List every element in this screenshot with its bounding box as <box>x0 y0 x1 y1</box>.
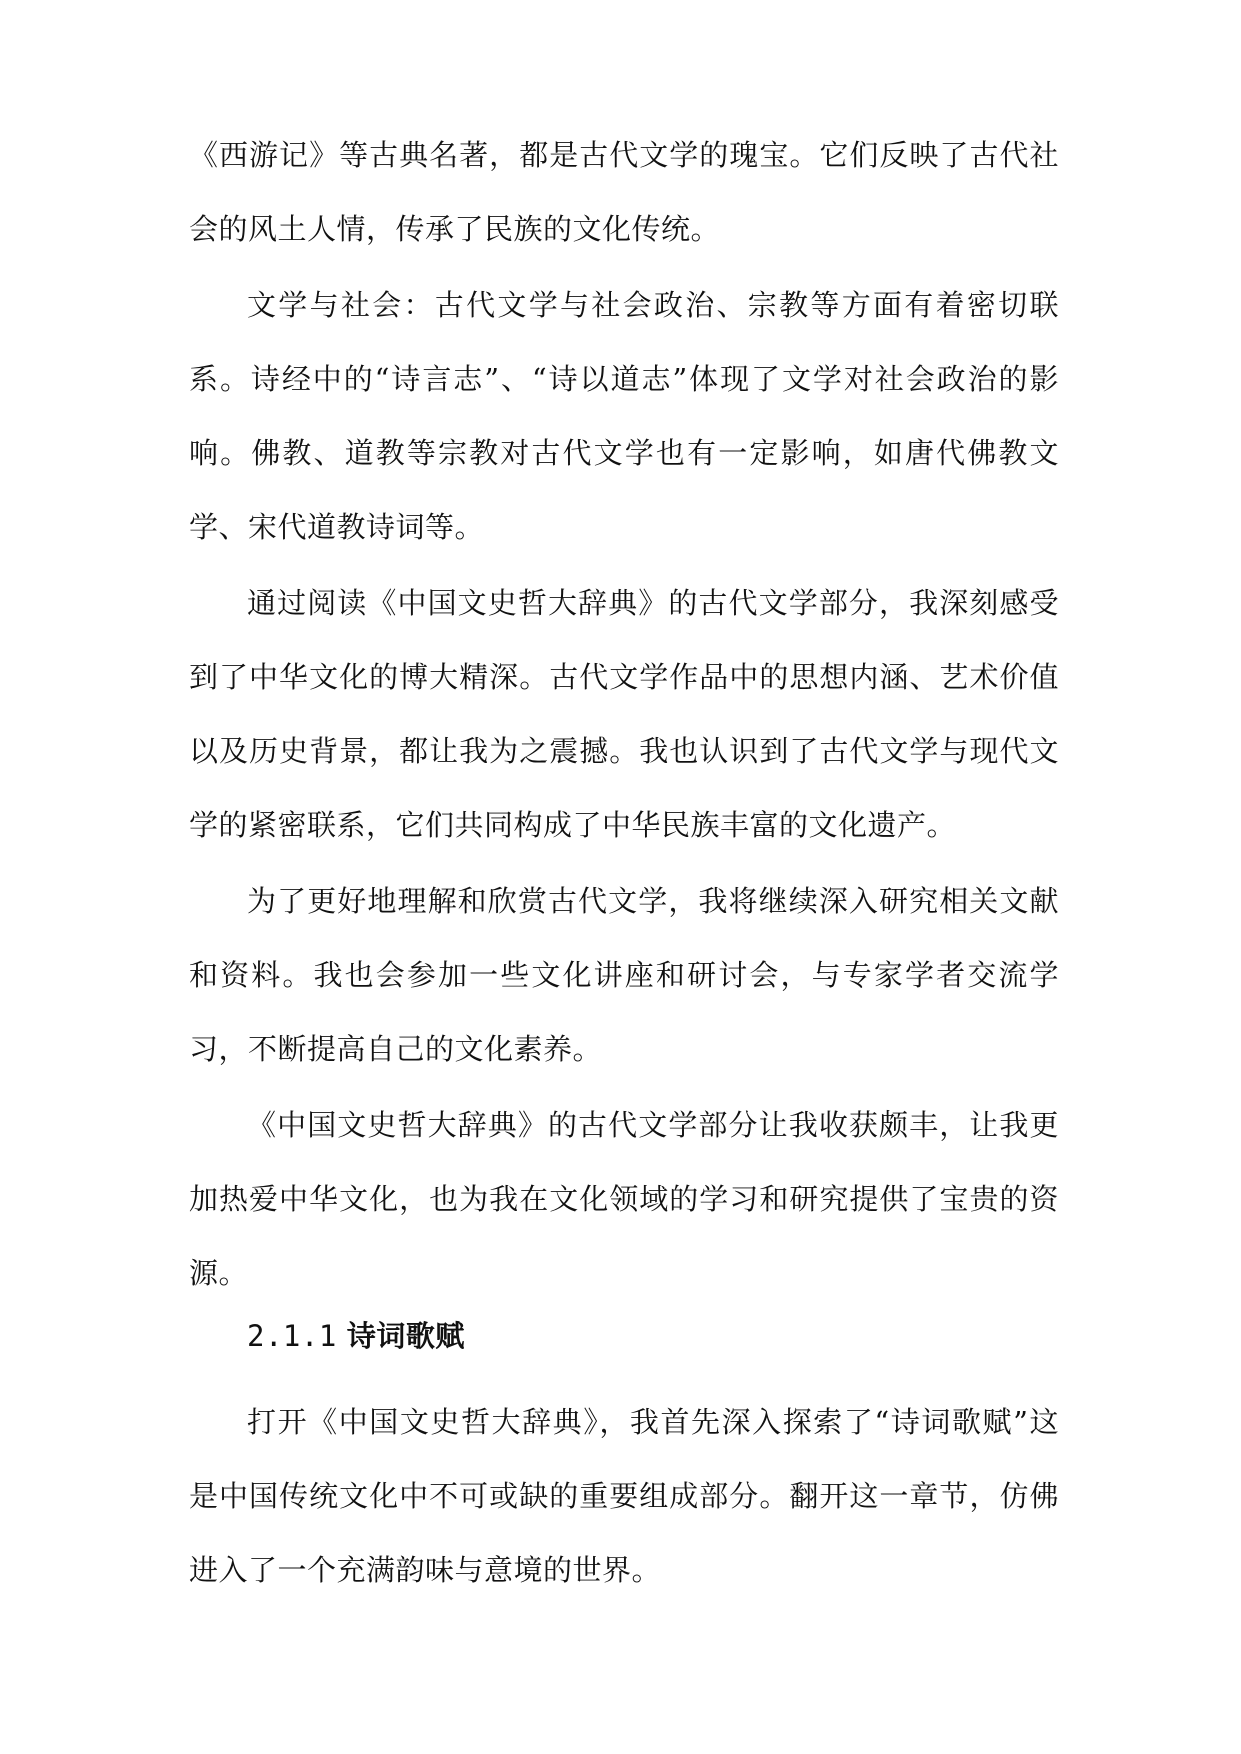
paragraph-future-study: 为了更好地理解和欣赏古代文学，我将继续深入研究相关文献和资料。我也会参加一些文化讲座和研讨会，与专家学者交流学习，不断提高自己的文化素养。 <box>189 884 1059 1066</box>
paragraph-literature-and-society: 文学与社会：古代文学与社会政治、宗教等方面有着密切联系。诗经中的“诗言志”、“诗以道志”体现了文学对社会政治的影响。佛教、道教等宗教对古代文学也有一定影响，如唐代佛教文学、宋代道教诗词等。 <box>189 288 1059 544</box>
paragraph-conclusion: 《中国文史哲大辞典》的古代文学部分让我收获颇丰，让我更加热爱中华文化，也为我在文化领域的学习和研究提供了宝贵的资源。 <box>189 1108 1059 1290</box>
paragraph-continuation: 《西游记》等古典名著，都是古代文学的瑰宝。它们反映了古代社会的风土人情，传承了民族的文化传统。 <box>189 138 1059 246</box>
section-number: 2.1.1 <box>247 1319 337 1353</box>
paragraph-section-intro: 打开《中国文史哲大辞典》，我首先深入探索了“诗词歌赋”这是中国传统文化中不可或缺的重要组成部分。翻开这一章节，仿佛进入了一个充满韵味与意境的世界。 <box>189 1405 1059 1587</box>
section-title: 诗词歌赋 <box>346 1319 465 1353</box>
paragraph-reading-reflection: 通过阅读《中国文史哲大辞典》的古代文学部分，我深刻感受到了中华文化的博大精深。古代文学作品中的思想内涵、艺术价值以及历史背景，都让我为之震撼。我也认识到了古代文学与现代文学的紧密联系，它们共同构成了中华民族丰富的文化遗产。 <box>189 586 1059 842</box>
section-heading <box>247 1314 465 1358</box>
